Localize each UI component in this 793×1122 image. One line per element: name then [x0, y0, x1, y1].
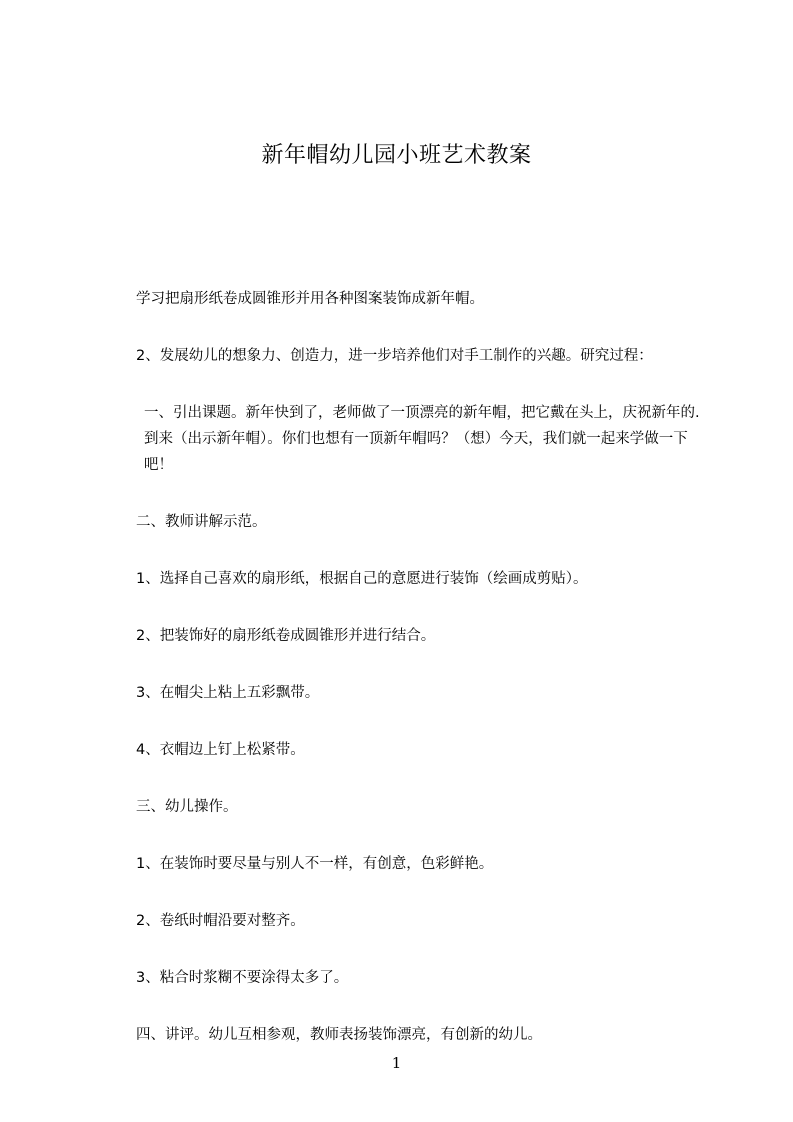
- paragraph-9: 三、幼儿操作。: [136, 799, 238, 815]
- paragraph-7: 3、在帽尖上粘上五彩飘带。: [136, 685, 320, 701]
- paragraph-4: 二、教师讲解示范。: [136, 514, 267, 530]
- paragraph-2: 2、发展幼儿的想象力、创造力，进一步培养他们对手工制作的兴趣。研究过程：: [136, 348, 653, 364]
- paragraph-3-block: [100, 400, 706, 478]
- paragraph-12: 3、粘合时浆糊不要涂得太多了。: [136, 970, 349, 986]
- page-number: 1: [391, 1054, 402, 1072]
- paragraph-6: 2、把装饰好的扇形纸卷成圆锥形并进行结合。: [136, 628, 436, 644]
- paragraph-3: 一、引出课题。新年快到了，老师做了一顶漂亮的新年帽，把它戴在头上，庆祝新年的.到来（出示新年帽）。你们也想有一顶新年帽吗？（想）今天，我们就一起来学做一下吧！: [144, 405, 700, 473]
- paragraph-11: 2、卷纸时帽沿要对整齐。: [136, 913, 305, 929]
- document-body: [136, 286, 706, 1079]
- paragraph-10: 1、在装饰时要尽量与别人不一样，有创意，色彩鲜艳。: [136, 856, 494, 872]
- paragraph-1: 学习把扇形纸卷成圆锥形并用各种图案装饰成新年帽。: [136, 291, 484, 307]
- paragraph-8: 4、衣帽边上钉上松紧带。: [136, 742, 305, 758]
- paragraph-13: 四、讲评。幼儿互相参观，教师表扬装饰漂亮，有创新的幼儿。: [136, 1027, 542, 1043]
- paragraph-5: 1、选择自己喜欢的扇形纸，根据自己的意愿进行装饰（绘画成剪贴）。: [136, 571, 588, 587]
- document-title: 新年帽幼儿园小班艺术教案: [261, 143, 532, 168]
